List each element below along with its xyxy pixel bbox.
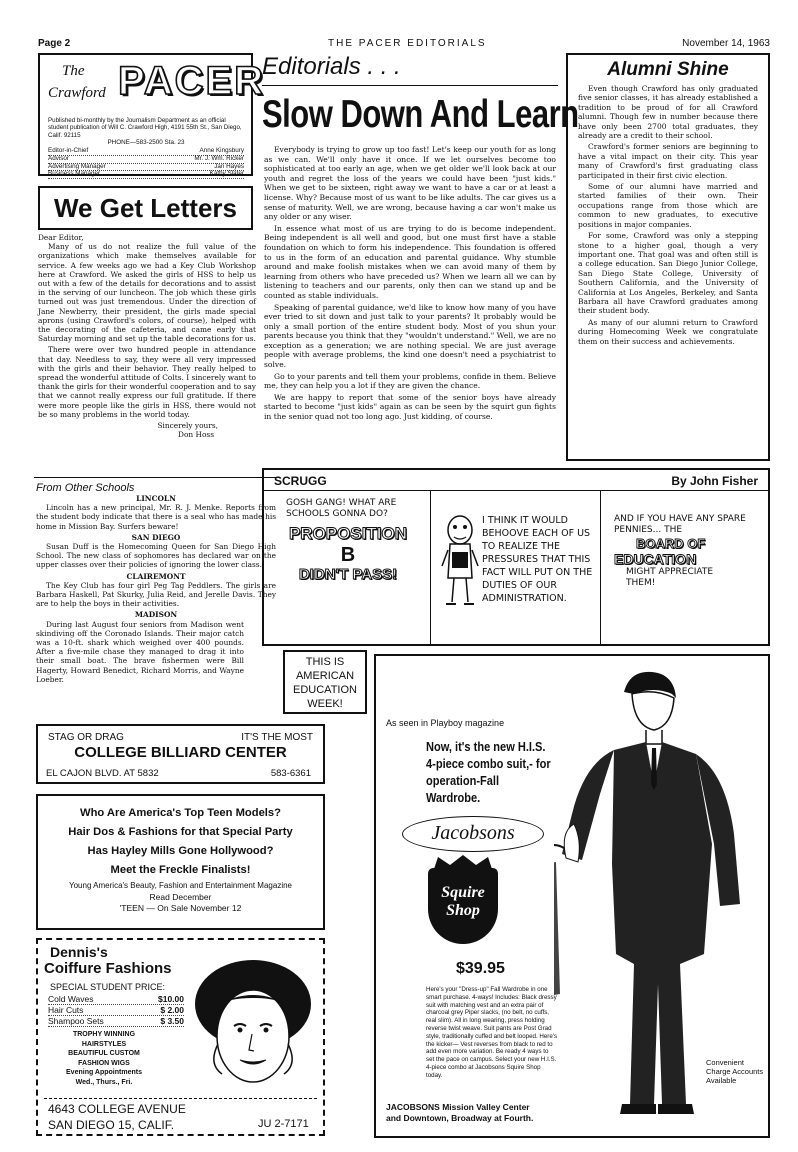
- alumni-paragraph: Even though Crawford has only graduated five senior classes, it has already established a tradition to be proud of for all Crawford alumni. Though few in number because there have only been 2700 total graduates, they already are a credit to their school.: [578, 84, 758, 141]
- panel3-caption-top: AND IF YOU HAVE ANY SPARE PENNIES... THE: [614, 514, 746, 535]
- jacobsons-price: $39.95: [456, 960, 505, 977]
- letters-header-box: [38, 186, 253, 230]
- education-week-line: EDUCATION: [293, 684, 357, 696]
- divider: [34, 477, 280, 478]
- alumni-body: [578, 84, 758, 346]
- comic-strip: [262, 468, 770, 646]
- dennis-address-1: 4643 COLLEGE AVENUE: [48, 1102, 186, 1116]
- jacobsons-copy: Here's your "Dress-up" Fall Wardrobe in one smart purchase. 4-ways! Includes: Black dressy suit with matching vest and an extra pair of charcoal grey Piper slacks, (no belt, no cuffs, real slim). All in long wearing, press holding reverse twist weave. Suit pants are Post Grad style, traditionally cuffed and belt looped. Here's the kicker— Vest reverses from black to red to add even more variation. Be ready 4 ways to set the pace on campus. Select your new H.I.S. 4-piece combo at Jacobsons Squire Shop today.: [426, 986, 558, 1079]
- woman-portrait-icon: [188, 954, 318, 1094]
- editorials-kicker: Editorials . . .: [262, 53, 401, 80]
- scrugg-character-icon: [440, 508, 480, 608]
- billiard-left: STAG OR DRAG: [48, 732, 124, 743]
- divider: [262, 85, 558, 86]
- alumni-paragraph: Crawford's former seniors are beginning to have a vital impact on their city. This year many of Crawford's first graduating class participated in their first civic election.: [578, 142, 758, 180]
- billiard-ad: [36, 724, 325, 784]
- jacobsons-logo: Jacobsons: [402, 816, 544, 852]
- staff-row: Business Manager Kathy Slater: [48, 170, 244, 178]
- dennis-features: TROPHY WINNING HAIRSTYLES BEAUTIFUL CUSTOM FASHION WIGS Evening Appointments Wed., Thurs., Fri.: [66, 1031, 142, 1086]
- panel3-big-2: EDUCATION: [614, 551, 697, 567]
- page-header: [38, 38, 770, 52]
- playboy-note: As seen in Playboy magazine: [386, 718, 505, 728]
- divider: [600, 490, 601, 644]
- teen-magazine-ad: [36, 794, 325, 930]
- school-name: LINCOLN: [136, 494, 176, 503]
- slow-down-body: [264, 145, 556, 424]
- teen-line: Hair Dos & Fashions for that Special Party: [68, 826, 293, 838]
- masthead-phone: PHONE—583-2500 Sta. 23: [107, 139, 185, 146]
- price-row: Cold Waves $10.00: [48, 994, 184, 1004]
- divider: [44, 1098, 317, 1099]
- comic-title: SCRUGG: [274, 474, 327, 488]
- teen-line: Has Hayley Mills Gone Hollywood?: [87, 845, 274, 857]
- editorial-paragraph: We are happy to report that some of the senior boys have already started to become "just kids" again as can be seen by the squirt gun fights in the senior quad not too long ago. Just kidding, of course.: [264, 392, 556, 422]
- page-number: Page 2: [38, 38, 71, 49]
- dennis-name-2: Coiffure Fashions: [44, 960, 172, 977]
- alumni-paragraph: As many of our alumni return to Crawford during Homecoming Week we congratulate them on their success and achievements.: [578, 317, 758, 346]
- divider: [264, 490, 768, 491]
- letters-body: [38, 233, 256, 439]
- alumni-paragraph: Some of our alumni have married and started families of their own. Their occupations range from those which are common to new graduates, to executive positions in major companies.: [578, 182, 758, 229]
- billiard-name: COLLEGE BILLIARD CENTER: [74, 744, 287, 761]
- panel1-big-2: B: [340, 544, 356, 566]
- issue-date: November 14, 1963: [682, 38, 770, 49]
- staff-row: Editor-in-Chief Anne Kingsbury: [48, 147, 244, 154]
- suited-man-illustration: [554, 664, 764, 1136]
- billiard-right: IT'S THE MOST: [241, 732, 313, 743]
- panel3-big-1: BOARD OF: [636, 536, 706, 551]
- jacobsons-footer-2: and Downtown, Broadway at Fourth.: [386, 1113, 534, 1123]
- teen-line: Meet the Freckle Finalists!: [110, 864, 251, 876]
- teen-read: Read December: [149, 892, 212, 902]
- school-name: MADISON: [134, 610, 178, 620]
- crown-icon: [432, 854, 494, 870]
- masthead-the: The: [62, 63, 85, 79]
- jacobsons-headline: Now, it's the new H.I.S. 4-piece combo suit,- for operation-Fall Wardrobe.: [426, 739, 551, 805]
- dennis-special: SPECIAL STUDENT PRICE:: [50, 982, 166, 992]
- school-text: Susan Duff is the Homecoming Queen for San Diego High School. The new class of sophomores has declared war on the upper classes over their policies of ignoring the lower class.: [36, 542, 276, 570]
- education-week-line: WEEK!: [307, 698, 343, 710]
- price-row: Shampoo Sets $ 3.50: [48, 1016, 184, 1026]
- dennis-name-1: Dennis's: [50, 944, 108, 960]
- jacobsons-ad: [374, 654, 770, 1138]
- masthead-title: PACER: [118, 59, 266, 103]
- alumni-box: [566, 53, 770, 461]
- education-week-box: [283, 650, 367, 714]
- masthead: [38, 53, 266, 178]
- comic-byline: By John Fisher: [671, 474, 758, 488]
- education-week-line: AMERICAN: [295, 670, 355, 682]
- school-text: The Key Club has four girl Peg Tag Peddlers. The girls are Barbara Haskell, Pat Skurky, Julia Reid, and Jerelle Davis. They are to help the boys in their activities.: [36, 580, 276, 609]
- slow-down-headline: Slow Down And Learn: [262, 92, 579, 136]
- teen-tagline: Young America's Beauty, Fashion and Entertainment Magazine: [69, 881, 292, 890]
- masthead-crawford: Crawford: [48, 85, 106, 101]
- jacobsons-footer-1: JACOBSONS Mission Valley Center: [386, 1102, 530, 1112]
- panel1-big-1: PROPOSITION: [288, 524, 408, 543]
- billiard-phone: 583-6361: [270, 768, 311, 779]
- letters-salutation: Dear Editor,: [38, 233, 84, 242]
- other-schools-title: From Other Schools: [36, 482, 135, 494]
- school-name: SAN DIEGO: [131, 532, 181, 542]
- school-text: Lincoln has a new principal, Mr. R. J. Menke. Reports from the student body indicate that there is a seal who has made his home in Mission Bay. Surfers beware!: [36, 503, 276, 531]
- section-title: THE PACER EDITORIALS: [328, 38, 487, 49]
- dennis-address-2: SAN DIEGO 15, CALIF.: [48, 1118, 175, 1132]
- panel1-caption: GOSH GANG! WHAT ARE SCHOOLS GONNA DO?: [286, 498, 397, 519]
- price-row: Hair Cuts $ 2.00: [48, 1005, 184, 1015]
- staff-row: Advertising Manager Jan Hayes: [48, 162, 244, 170]
- staff-row: Advisor Mr. J. Wm. Ricker: [48, 154, 244, 162]
- letters-paragraph: There were over two hundred people in attendance that day. Needless to say, they were all very impressed with the girls and their behavior. They really helped to spread the wonderful attitude of Colts. I sincerely want to thank the girls for their wonderful cooperation and to say that we cannot really express our full gratitude. If there were more people like the girls in HSS, there would not be so many problems in the world today.: [38, 345, 256, 419]
- dennis-phone: JU 2-7171: [258, 1118, 309, 1130]
- teen-sale: 'TEEN — On Sale November 12: [119, 903, 242, 913]
- letters-paragraph: Many of us do not realize the full value of the organizations which make themselves available for service. A few weeks ago we had a Key Club Workshop here at Crawford. We asked the girls of HSS to help us out with a few of the details for decorations and to assist in the serving of our luncheon. The job which these girls turned out was just tremendous. Under the direction of Jane Newberry, their president, the girls made special aprons (using Crawford's colors, of course), helped with the decorating of the cafeteria, and came early that Saturday morning and set up the table decorations for us.: [38, 242, 256, 344]
- letters-signature: Don Hoss: [178, 430, 214, 440]
- comic-panel-1: [270, 498, 426, 584]
- dennis-prices: [48, 994, 184, 1027]
- dennis-ad: [36, 938, 325, 1136]
- panel1-big-3: DIDN'T PASS!: [298, 566, 398, 583]
- convenient-note: Convenient Charge Accounts Available: [706, 1058, 764, 1085]
- panel3-caption-bottom: MIGHT APPRECIATE THEM!: [626, 567, 714, 588]
- editorial-paragraph: Speaking of parental guidance, we'd like to know how many of you have ever tried to sit down and just talk to your parents? It probably would be only a small portion of the entire student body. Most of you shun your parents because you think that they "wouldn't understand." Well, we are no exception as a generation; we are nothing special. We are just average people with average problems, the kind one doesn't need a psychiatrist to solve.: [264, 302, 556, 370]
- staff-list: [48, 148, 244, 179]
- squire-shop-crest: Squire Shop: [428, 868, 498, 944]
- masthead-publisher: Published bi-monthly by the Journalism Department as an official student publication of Will C. Crawford High, 4191 55th St., San Diego, Calif. 92115: [48, 117, 242, 139]
- education-week-line: THIS IS: [305, 656, 345, 668]
- panel2-caption: I THINK IT WOULD BEHOOVE EACH OF US TO REALIZE THE PRESSURES THAT THIS FACT WILL PUT ON THE DUTIES OF OUR ADMINISTRATION.: [482, 515, 593, 604]
- teen-line: Who Are America's Top Teen Models?: [80, 807, 281, 819]
- comic-panel-3: [614, 514, 764, 589]
- school-text: During last August four seniors from Madison went skindiving off the Coronado Islands. Their major catch was a 10-ft. shark which weighed over 400 pounds. After a five-mile chase they managed to drag it into their small boat. The brave fishermen were Bill Hagerty, Howard Benedict, Richard Morris, and Wayne Loeber.: [36, 619, 244, 684]
- letters-closing: Sincerely yours,: [157, 421, 218, 431]
- letters-headline: We Get Letters: [53, 193, 237, 223]
- alumni-paragraph: For some, Crawford was only a stepping stone to a higher goal, though a very important one. That goal was and often still is a college education. San Diego Junior College, San Diego State College, University of Southern California, and the University of California at Los Angeles, Berkeley, and Santa Barbara all have Crawford graduates among their student body.: [578, 231, 758, 316]
- editorial-paragraph: Go to your parents and tell them your problems, confide in them. Believe me, they can help you a lot if they are given the chance.: [264, 371, 556, 391]
- school-name: CLAIREMONT: [126, 571, 186, 581]
- other-schools: [36, 482, 276, 686]
- alumni-headline: Alumni Shine: [607, 59, 729, 80]
- divider: [430, 490, 431, 644]
- editorial-paragraph: In essence what most of us are trying to do is become independent. Being independent is all well and good, but one must first have a stable foundation on which to form his independence. This foundation is offered to us in the form of an education and parental guidance. Why stumble around and make foolish mistakes when we can avoid many of them by learning from others who have preceded us? When we learn all we can by listening to teachers and our parents, only then can we stand up and be counted as stable individuals.: [264, 223, 556, 300]
- editorial-paragraph: Everybody is trying to grow up too fast! Let's keep our youth for as long as we can. We'll only have it once. If we let ourselves become too sophisticated at too early an age, when we get older we'll look back at our youth and regret the loss of the years we could have been "just kids." When we get to be sixteen, right away we want to have a car or at least a license. Why? Because most of us want to be like adults. The car gives us a sense of maturity. Well, we are wrong, because having a car won't make us any older or any wiser.: [264, 145, 556, 222]
- billiard-address: EL CAJON BLVD. AT 5832: [46, 768, 159, 779]
